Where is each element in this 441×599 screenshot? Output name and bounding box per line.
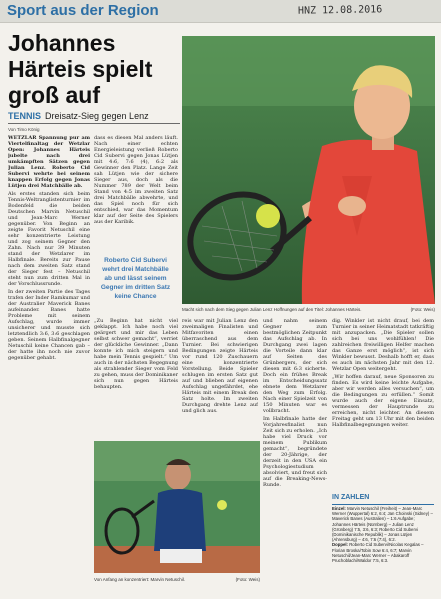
article-column-1: [8, 135, 90, 575]
handwritten-date-note: HNZ 12.08.2016: [297, 4, 383, 17]
article-lead: WETZLAR Spannung pur am Viertelfinaltag der Wetzlar Open: Johannes Härteis jubelte nach drei umkämpften Sätzen gegen Julian Lenz. Roberto Cid Subervi wehrte bei seinem knappen Erfolg gegen Jonas Lütjen drei Matchbälle ab.: [8, 135, 90, 189]
main-photo-caption: [182, 307, 435, 312]
article-col1-paragraph-2: In der zweiten Partie des Tages trafen der Inder Ramkumar und der Australier Maverick Banes aufeinander. Banes hatte Probleme mit seinem Aufschlag, wurde immer unsicherer und musste sich letztendlich 3:6, 3:6 geschlagen geben. Seinem Halbfinalgegner Netuschil keine Chancen gab – der hatte ihn noch nie zuvor gegenüber gehabt.: [8, 289, 90, 361]
article-col3-paragraph: reis war mit Julian Lenz den zweimaligen Finalisten und Mitfavoriten einen überraschend aus dem Turnier. Bei schwierigen Bedingungen zeigte Härteis vor rund 120 Zuschauern eine konzentrierte Vorstellung. Beide Spieler schlugen im ersten Satz gut auf und blieben auf eigenen Aufschlag ungefährdet, ehe Härteis mit einem Break den Satz holte. Im zweiten Durchgang drehte Lenz auf und glich aus.: [182, 318, 258, 414]
main-photo-credit: (Foto: Weis): [410, 307, 435, 312]
article-column-4: [263, 318, 327, 588]
article-column-2: [94, 135, 178, 253]
infobox-singles-label: Einzel:: [332, 506, 346, 511]
small-photo-credit: (Foto: Weis): [235, 577, 260, 582]
article-column-2b: [94, 318, 178, 438]
kicker-divider: [8, 123, 180, 124]
main-photo-tennis-player: [182, 36, 435, 304]
infobox-singles: [332, 506, 434, 542]
pull-quote: Roberto Cid Subervi wehrt drei Matchbälle ab und lässt seinem Gegner im dritten Satz keine Chance: [100, 257, 171, 300]
article-col5-paragraph-2: „Wir hoffen darauf, neue Sponsoren zu finden. Es wird keine leichte Aufgabe, aber wir werden alles versuchen“, um die Bedingungen zu erfüllen.“ Somit wurde auch der eigene Einsatz, vermessen der Hauptrunde zu erreichen, nicht leichter. An diesem Freitag geht um 13 Uhr mit den beiden Halbfinalbegegnungen weiter.: [332, 374, 434, 428]
article-col1-paragraph: Als erstes standen sich beim Tennis-Weltranglistenturnier im Bodenfeld die beiden Deutschen Marvin Netuschil und Jean-Marc Werner gegenüber. Von Beginn an zeigte Favorit Netuschil eine sehr konzentrierte Leistung und zog seinem Gegner den Zahn. Nach nur 39 Minuten stand der Wetzlarer im Halbfinale. Bereits zur Pause nach dem zweiten Satz stand der Sieger fest – Netuschil steht nun zum dritten Mal in der Vorschlussrunde.: [8, 191, 90, 287]
article-col2-paragraph-2: „Zu Beginn hat nicht viel geklappt. Ich habe noch viel geärgert und mir das Leben selbst schwer gemacht“, verriet der glückliche Gewinner. „Dann konnte ich mich steigern und habe mein Tennis gespielt.“ Um auch in der nächsten Begegnung als strahlender Sieger vom Feld zu gehen, muss der Dominikaner sich nun gegen Härteis behaupten.: [94, 318, 178, 390]
article-column-3: [182, 318, 258, 436]
small-photo-caption-text: Von Anfang an konzentriert: Marvin Netuschil.: [94, 577, 186, 582]
infobox-doubles-label: Doppel:: [332, 542, 348, 548]
article-column-5: [332, 318, 434, 490]
article-headline: Johannes Härteis spielt groß auf: [8, 30, 153, 108]
small-photo-tennis-player: [94, 441, 260, 573]
kicker-text: Dreisatz-Sieg gegen Lenz: [45, 111, 149, 121]
article-byline: Von Timo König: [8, 127, 40, 132]
main-photo-caption-text: Macht sich nach dem Sieg gegen Julian Lenz Hoffnungen auf den Titel: Johannes Härteis.: [182, 307, 362, 312]
infobox-divider: [332, 504, 434, 505]
small-photo-illustration: [94, 441, 260, 573]
main-photo-illustration: [182, 36, 435, 304]
kicker-tag: TENNIS: [8, 111, 42, 121]
section-title: Sport aus der Region: [7, 2, 159, 19]
small-photo-caption: [94, 577, 260, 582]
infobox-doubles: [332, 542, 434, 563]
article-col4-paragraph: und nahm seinem Gegner zum bestmöglichen Zeitpunkt das Aufschlag ab. In Durchgang zwei lagen die Vorteile dann klar auf Seiten des Grünbergers, der sich diesen mit 6:3 sicherte. Doch ein frühes Break im Entscheidungssatz ebnete dem Wetzlarer den Weg zum Erfolg. Nach einer Spielzeit von 150 Minuten war es vollbracht.: [263, 318, 327, 414]
article-col2-paragraph: dass es diesen Mal anders läuft. Nach einer echten Energieleistung verließ Roberto Cid Subervi gegen Jonas Lütjen mit 4:6, 7:6 (4), 6:2 als Gewinner den Platz. Lange Zeit sah Lütjen wie der sichere Sieger aus, doch als die Nummer 789 der Welt beim Stand von 4:5 im zweiten Satz drei Matchbälle abwehrte, und das Spiel noch für sich entschied, war das Momentum klar auf der Seite des Spielers aus der Karibik.: [94, 135, 178, 225]
infobox-doubles-text: Roberto Cid Subervi/Nicolas Kegalas – Florian Broska/Tobin Sow 6:4, 6:7; Marvin Netuschil/Jean-Marc Werner – Abakaroff Pruchoblachi/Waldor 7:5, 6:3.: [332, 542, 424, 564]
infobox-results: [332, 506, 434, 563]
article-col5-paragraph: dig. Winkler ist nicht drauf, bei dem Turnier in seiner Heimatstadt tatkräftig mit anzupacken. „Die Spieler sollen sich bei uns wohlfühlen! Die zahlreichen freiwilligen Helfer machen das Ganze erst möglich“, ist sich Winkler bewusst. Deshalb hofft er, dass es auch im nächsten Jahr mit den 12. Wetzlar Open weitergeht.: [332, 318, 434, 372]
article-kicker: [8, 111, 188, 121]
article-col4-paragraph-2: Im Halbfinale hatte der Vorjahresfinalist nun Zeit sich zu erholen. „Ich habe viel Druck vor meinem Publikum gemacht“, begründete der 20-Jährige, der derzeit in den USA ein Psychologiestudium absolviert, und freut sich auf die Breaking-News-Runde.: [263, 416, 327, 488]
section-header-bar: [0, 0, 441, 23]
infobox-title: IN ZAHLEN: [332, 494, 370, 501]
infobox-singles-text: Marvin Netuschil (Freiheit) – Jean-Marc Werner (Wuppertal) 6:2, 6:4; Jan Choinski (Sidney) – Maverick Banes (Australien) – 1:6 Aufgabe; Johannes Härteis (Nürnberg) – Julian Lenz (Grünberg) 7:5, 3:6, 6:3; Roberto Cid Subervi (Dominikanische Republik) – Jonas Lütjen (Ahrensburg) – 4:6, 7:6 (7:4), 6:2.: [332, 506, 433, 543]
